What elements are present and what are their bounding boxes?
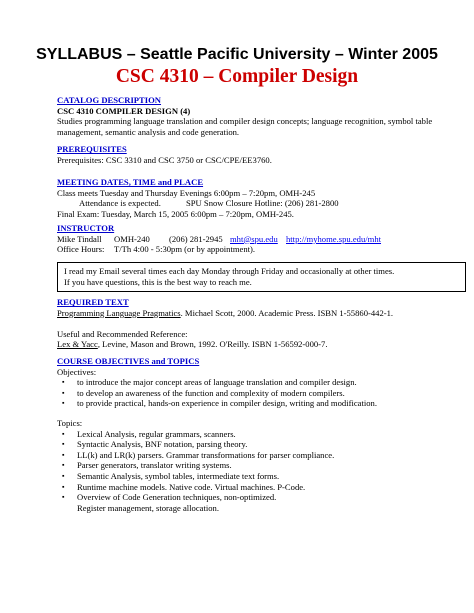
topics-section — [57, 418, 467, 513]
office-hours-row — [57, 244, 467, 255]
bullet-icon: ▪ — [62, 429, 65, 438]
book-details: . Michael Scott, 2000. Academic Press. ISBN 1-55860-442-1. — [180, 307, 394, 318]
instructor-office: OMH-240 — [114, 233, 150, 244]
useful-label: Useful and Recommended Reference: — [57, 328, 188, 339]
bullet-icon: ▪ — [62, 493, 65, 502]
text-section — [57, 297, 467, 350]
list-item: ▪ Lexical Analysis, regular grammars, scanners. — [62, 428, 236, 439]
instructor-heading: INSTRUCTOR — [57, 223, 115, 233]
text-heading: REQUIRED TEXT — [57, 297, 129, 307]
list-item: ▪ Parser generators, translator writing systems. — [62, 460, 232, 471]
topics-list — [57, 429, 467, 503]
meeting-line1: Class meets Tuesday and Thursday Evenings 6:00pm – 7:20pm, OMH-245 — [57, 187, 316, 198]
prereq-text: Prerequisites: CSC 3310 and CSC 3750 or CSC/CPE/EE3760. — [57, 154, 272, 165]
instructor-section — [57, 223, 467, 255]
list-item: ▪ LL(k) and LR(k) parsers. Grammar transformations for parser compliance. — [62, 449, 335, 460]
instructor-name: Mike Tindall — [57, 233, 102, 244]
list-item: ▪ Runtime machine models. Native code. Virtual machines. P-Code. — [62, 481, 306, 492]
office-hours-value: T/Th 4:00 - 5:30pm (or by appointment). — [114, 244, 256, 255]
topics-label: Topics: — [57, 418, 83, 428]
bullet-icon: ▪ — [62, 440, 65, 449]
book-title: Programming Language Pragmatics — [57, 307, 181, 318]
required-book — [57, 308, 467, 319]
meeting-section — [57, 177, 467, 219]
list-item: ▪ to develop an awareness of the function and complexity of modern compilers. — [62, 387, 345, 398]
list-item: ▪ Semantic Analysis, symbol tables, intermediate text forms. — [62, 470, 280, 481]
bullet-icon: ▪ — [62, 450, 65, 459]
objectives-list — [57, 377, 467, 409]
email-note-box — [57, 262, 466, 292]
objectives-heading: COURSE OBJECTIVES and TOPICS — [57, 356, 200, 366]
meeting-line2 — [57, 198, 467, 209]
instructor-phone: (206) 281-2945 — [169, 233, 223, 244]
bullet-icon: ▪ — [62, 378, 65, 387]
instructor-email-link[interactable]: mht@spu.edu — [230, 233, 278, 244]
prereq-heading: PREREQUISITES — [57, 144, 127, 154]
course-title: CSC 4310 – Compiler Design — [115, 66, 359, 87]
catalog-section — [57, 95, 467, 137]
catalog-text: Studies programming language translation and compiler design concepts; language recognition, symbol table management, semantic analysis and code generation. — [57, 116, 433, 137]
list-item: ▪ Overview of Code Generation techniques, non-optimized. — [62, 492, 277, 503]
list-item: ▪ to provide practical, hands-on experience in compiler design, writing and modification. — [62, 398, 377, 409]
list-item: ▪ Syntactic Analysis, BNF notation, parsing theory. — [62, 439, 248, 450]
attendance-text: Attendance is expected. — [79, 198, 161, 209]
email-note-line2: If you have questions, this is the best way to reach me. — [64, 276, 252, 287]
reference-details: , Levine, Mason and Brown, 1992. O'Reilly. ISBN 1-56592-000-7. — [97, 339, 328, 350]
meeting-line3: Final Exam: Tuesday, March 15, 2005 6:00pm – 7:20pm, OMH-245. — [57, 208, 294, 219]
prereq-section — [57, 144, 467, 165]
email-note-line1: I read my Email several times each day Monday through Friday and occasionally at other times. — [64, 266, 395, 276]
catalog-course: CSC 4310 COMPILER DESIGN (4) — [57, 105, 191, 116]
bullet-icon: ▪ — [62, 388, 65, 397]
bullet-icon: ▪ — [62, 471, 65, 480]
topics-continuation: Register management, storage allocation. — [77, 502, 219, 513]
office-hours-label: Office Hours: — [57, 244, 105, 255]
reference-title: Lex & Yacc — [57, 339, 98, 350]
instructor-contact-row — [57, 234, 467, 245]
bullet-icon: ▪ — [62, 482, 65, 491]
bullet-icon: ▪ — [62, 399, 65, 408]
objectives-label: Objectives: — [57, 366, 97, 377]
meeting-heading: MEETING DATES, TIME and PLACE — [57, 177, 204, 187]
catalog-heading: CATALOG DESCRIPTION — [57, 95, 162, 105]
snow-hotline: SPU Snow Closure Hotline: (206) 281-2800 — [186, 198, 339, 209]
reference-book — [57, 339, 467, 350]
objectives-section — [57, 356, 467, 409]
syllabus-title: SYLLABUS – Seattle Pacific University – Winter 2005 — [36, 46, 438, 63]
instructor-homepage-link[interactable]: http://myhome.spu.edu/mht — [286, 233, 382, 244]
bullet-icon: ▪ — [62, 461, 65, 470]
list-item: ▪ to introduce the major concept areas of language translation and compiler design. — [62, 377, 357, 388]
